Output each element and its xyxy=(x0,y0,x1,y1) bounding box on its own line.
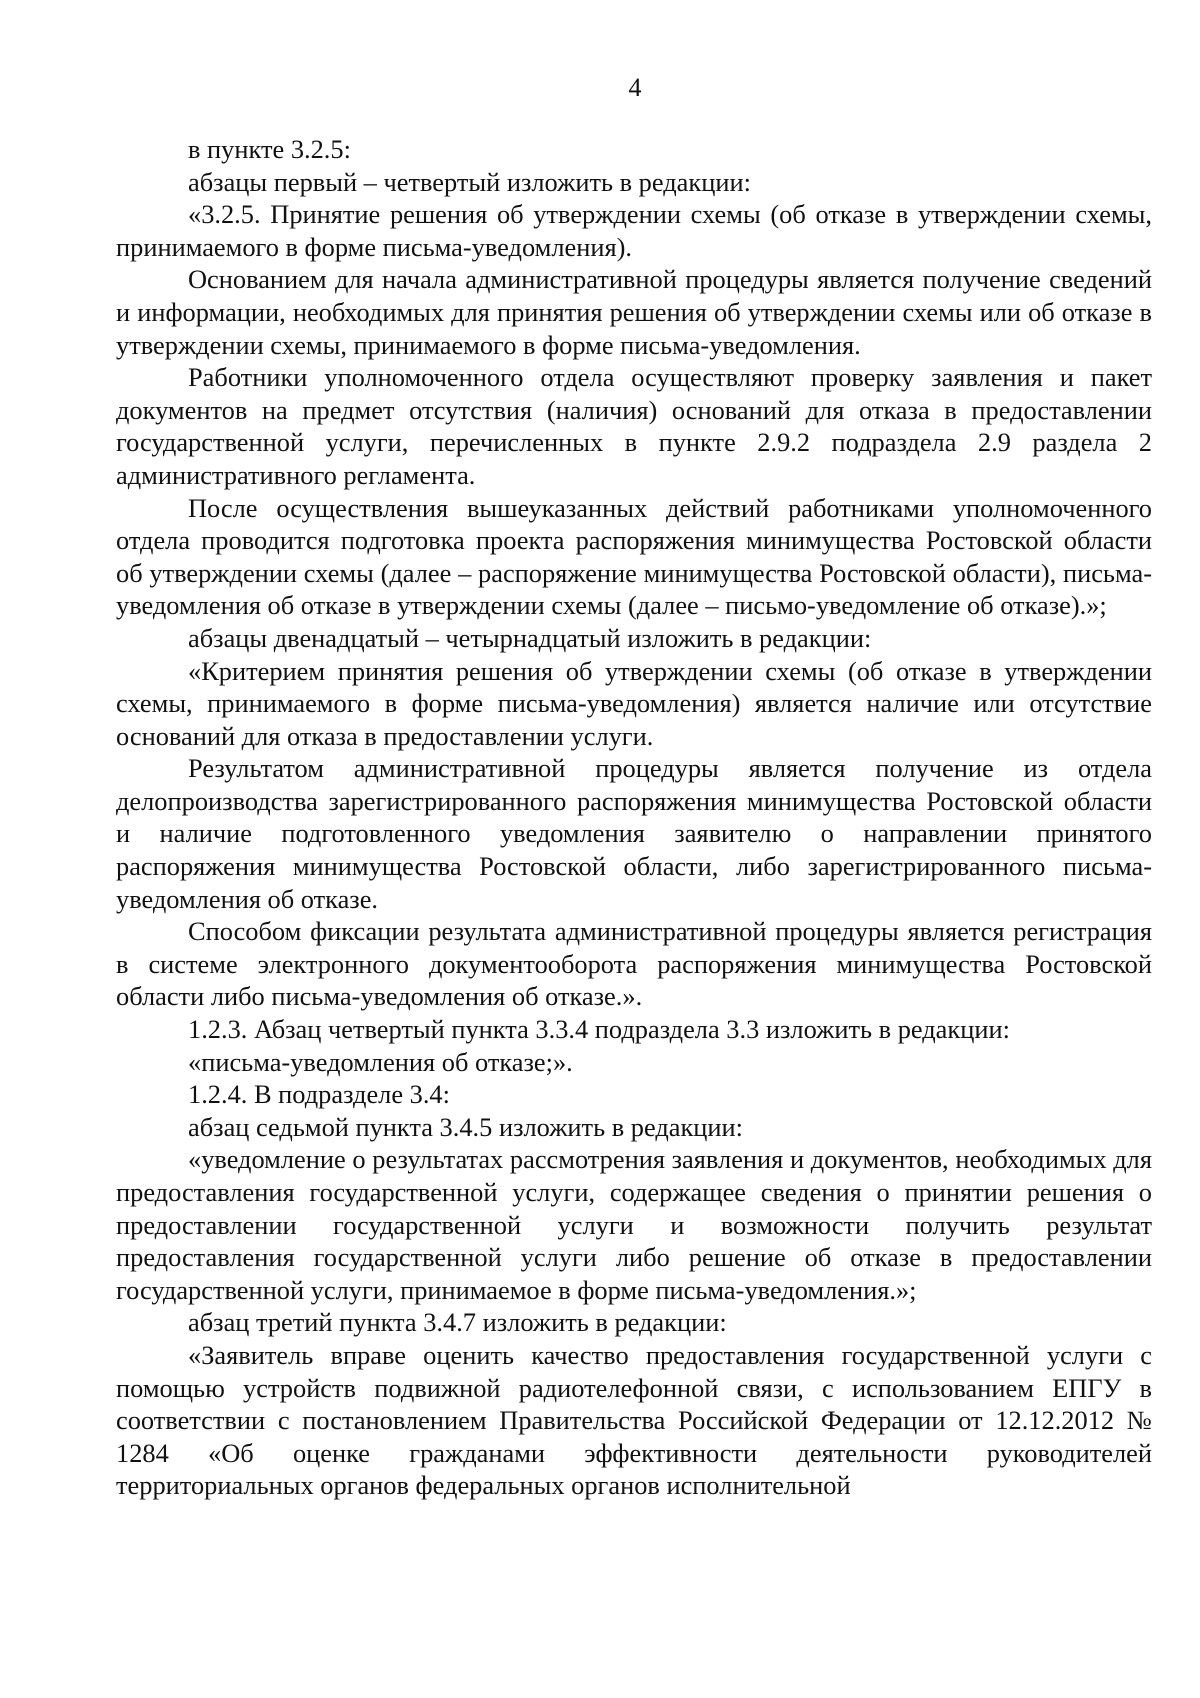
page-number: 4 xyxy=(628,73,642,102)
paragraph: Основанием для начала административной процедуры является получение сведений и информации, необходимых для принятия решения об утверждении схемы или об отказе в утверждении схемы, принимаемого в форме письма-уведомления. xyxy=(116,264,1152,360)
paragraph: абзацы первый – четвертый изложить в редакции: xyxy=(188,166,751,197)
paragraph: «Критерием принятия решения об утверждении схемы (об отказе в утверждении схемы, принимаемого в форме письма-уведомления) является наличие или отсутствие оснований для отказа в предоставлении услуги. xyxy=(116,655,1152,751)
paragraph: «уведомление о результатах рассмотрения заявления и документов, необходимых для предоставления государственной услуги, содержащее сведения о принятии решения о предоставлении государственной услуги и возможности получить результат предоставления государственной услуги либо решение об отказе в предоставлении государственной услуги, принимаемое в форме письма-уведомления.»; xyxy=(116,1144,1152,1305)
paragraph: в пункте 3.2.5: xyxy=(188,134,351,164)
paragraph: После осуществления вышеуказанных действий работниками уполномоченного отдела проводится подготовка проекта распоряжения минимущества Ростовской области об утверждении схемы (далее – распоряжение минимущества Ростовской области), письма-уведомления об отказе в утверждении схемы (далее – письмо-уведомление об отказе).»; xyxy=(116,492,1152,621)
paragraph: абзац третий пункта 3.4.7 изложить в редакции: xyxy=(188,1307,727,1338)
document-body xyxy=(116,133,1152,1502)
paragraph: Способом фиксации результата административной процедуры является регистрация в системе электронного документооборота распоряжения минимущества Ростовской области либо письма-уведомления об отказе.». xyxy=(116,916,1152,1012)
paragraph: 1.2.3. Абзац четвертый пункта 3.3.4 подраздела 3.3 изложить в редакции: xyxy=(188,1014,1010,1045)
paragraph: абзац седьмой пункта 3.4.5 изложить в редакции: xyxy=(188,1111,744,1142)
paragraph: абзацы двенадцатый – четырнадцатый изложить в редакции: xyxy=(188,622,872,653)
paragraph: Результатом административной процедуры является получение из отдела делопроизводства зарегистрированного распоряжения минимущества Ростовской области и наличие подготовленного уведомления заявителю о направлении принятого распоряжения минимущества Ростовской области, либо зарегистрированного письма-уведомления об отказе. xyxy=(116,753,1152,914)
paragraph: 1.2.4. В подразделе 3.4: xyxy=(188,1079,450,1110)
paragraph: Работники уполномоченного отдела осуществляют проверку заявления и пакет документов на предмет отсутствия (наличия) оснований для отказа в предоставлении государственной услуги, перечисленных в пункте 2.9.2 подраздела 2.9 раздела 2 административного регламента. xyxy=(116,362,1152,490)
paragraph: «Заявитель вправе оценить качество предоставления государственной услуги с помощью устройств подвижной радиотелефонной связи, с использованием ЕПГУ в соответствии с постановлением Правительства Российской Федерации от 12.12.2012 № 1284 «Об оценке гражданами эффективности деятельности руководителей территориальных органов федеральных органов исполнительной xyxy=(116,1339,1152,1501)
paragraph: «3.2.5. Принятие решения об утверждении схемы (об отказе в утверждении схемы, принимаемого в форме письма-уведомления). xyxy=(116,199,1152,262)
paragraph: «письма-уведомления об отказе;». xyxy=(188,1046,573,1077)
